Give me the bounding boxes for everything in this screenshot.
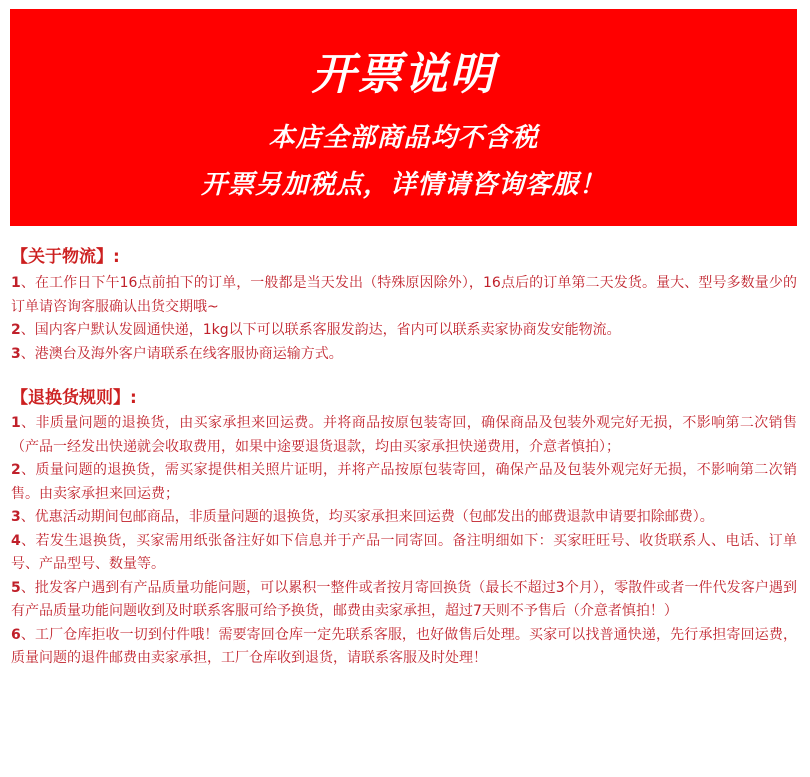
- returns-heading: 【退换货规则】:: [11, 388, 137, 408]
- item-text: 、优惠活动期间包邮商品，非质量问题的退换货，均买家承担来回运费（包邮发出的邮费退款申请要扣除邮费）。: [20, 509, 714, 525]
- item-number: 2: [11, 462, 21, 478]
- item-number: 3: [11, 509, 21, 525]
- item-text: 、批发客户遇到有产品质量功能问题，可以累积一整件或者按月寄回换货（最长不超过3个月），零散件或者一件代发客户遇到有产品质量功能问题收到及时联系客服可给予换货，邮费由卖家承担，超过7天则不予售后（介意者慎拍！）: [11, 579, 797, 619]
- item-number: 2: [11, 322, 21, 338]
- item-text: 、港澳台及海外客户请联系在线客服协商运输方式。: [20, 345, 343, 362]
- returns-section: [11, 386, 797, 671]
- item-text: 、工厂仓库拒收一切到付件哦！需要寄回仓库一定先联系客服，也好做售后处理。买家可以找普通快递，先行承担寄回运费，质量问题的退件邮费由卖家承担，工厂仓库收到退货，请联系客服及时处理！: [11, 626, 797, 666]
- policy-content: [11, 245, 797, 671]
- logistics-item: [11, 272, 797, 319]
- item-text: 、若发生退换货，买家需用纸张备注好如下信息并于产品一同寄回。备注明细如下：买家旺旺号、收货联系人、电话、订单号、产品型号、数量等。: [11, 532, 797, 572]
- banner-invoice-notice: 开票另加税点，详情请咨询客服！: [200, 170, 606, 200]
- logistics-heading: 【关于物流】:: [11, 247, 120, 267]
- item-number: 1: [11, 275, 21, 291]
- item-number: 6: [11, 626, 21, 643]
- item-text: 、非质量问题的退换货，由买家承担来回运费。并将商品按原包装寄回，确保商品及包装外观完好无损，不影响第二次销售（产品一经发出快递就会收取费用，如果中途要退货退款，均由买家承担快递费用，介意者慎拍）；: [11, 415, 797, 455]
- item-number: 4: [11, 532, 21, 549]
- item-number: 3: [11, 345, 21, 362]
- returns-item: [11, 530, 797, 577]
- item-text: 、在工作日下午16点前拍下的订单，一般都是当天发出（特殊原因除外），16点后的订单第二天发货。量大、型号多数量少的订单请咨询客服确认出货交期哦~: [11, 275, 797, 315]
- invoice-banner: [10, 9, 797, 226]
- logistics-section: [11, 245, 797, 366]
- banner-title: 开票说明: [311, 49, 496, 100]
- returns-item: [11, 624, 797, 671]
- logistics-item: [11, 343, 797, 367]
- returns-item: [11, 577, 797, 624]
- item-number: 1: [11, 415, 21, 431]
- returns-item: [11, 459, 797, 506]
- item-text: 、质量问题的退换货，需买家提供相关照片证明，并将产品按原包装寄回，确保产品及包装外观完好无损，不影响第二次销售。由卖家承担来回运费；: [11, 462, 797, 502]
- banner-tax-notice: 本店全部商品均不含税: [268, 123, 539, 153]
- item-number: 5: [11, 579, 21, 596]
- returns-item: [11, 412, 797, 459]
- returns-item: [11, 506, 797, 530]
- item-text: 、国内客户默认发圆通快递，1kg以下可以联系客服发韵达，省内可以联系卖家协商发安能物流。: [20, 322, 621, 338]
- logistics-item: [11, 319, 797, 343]
